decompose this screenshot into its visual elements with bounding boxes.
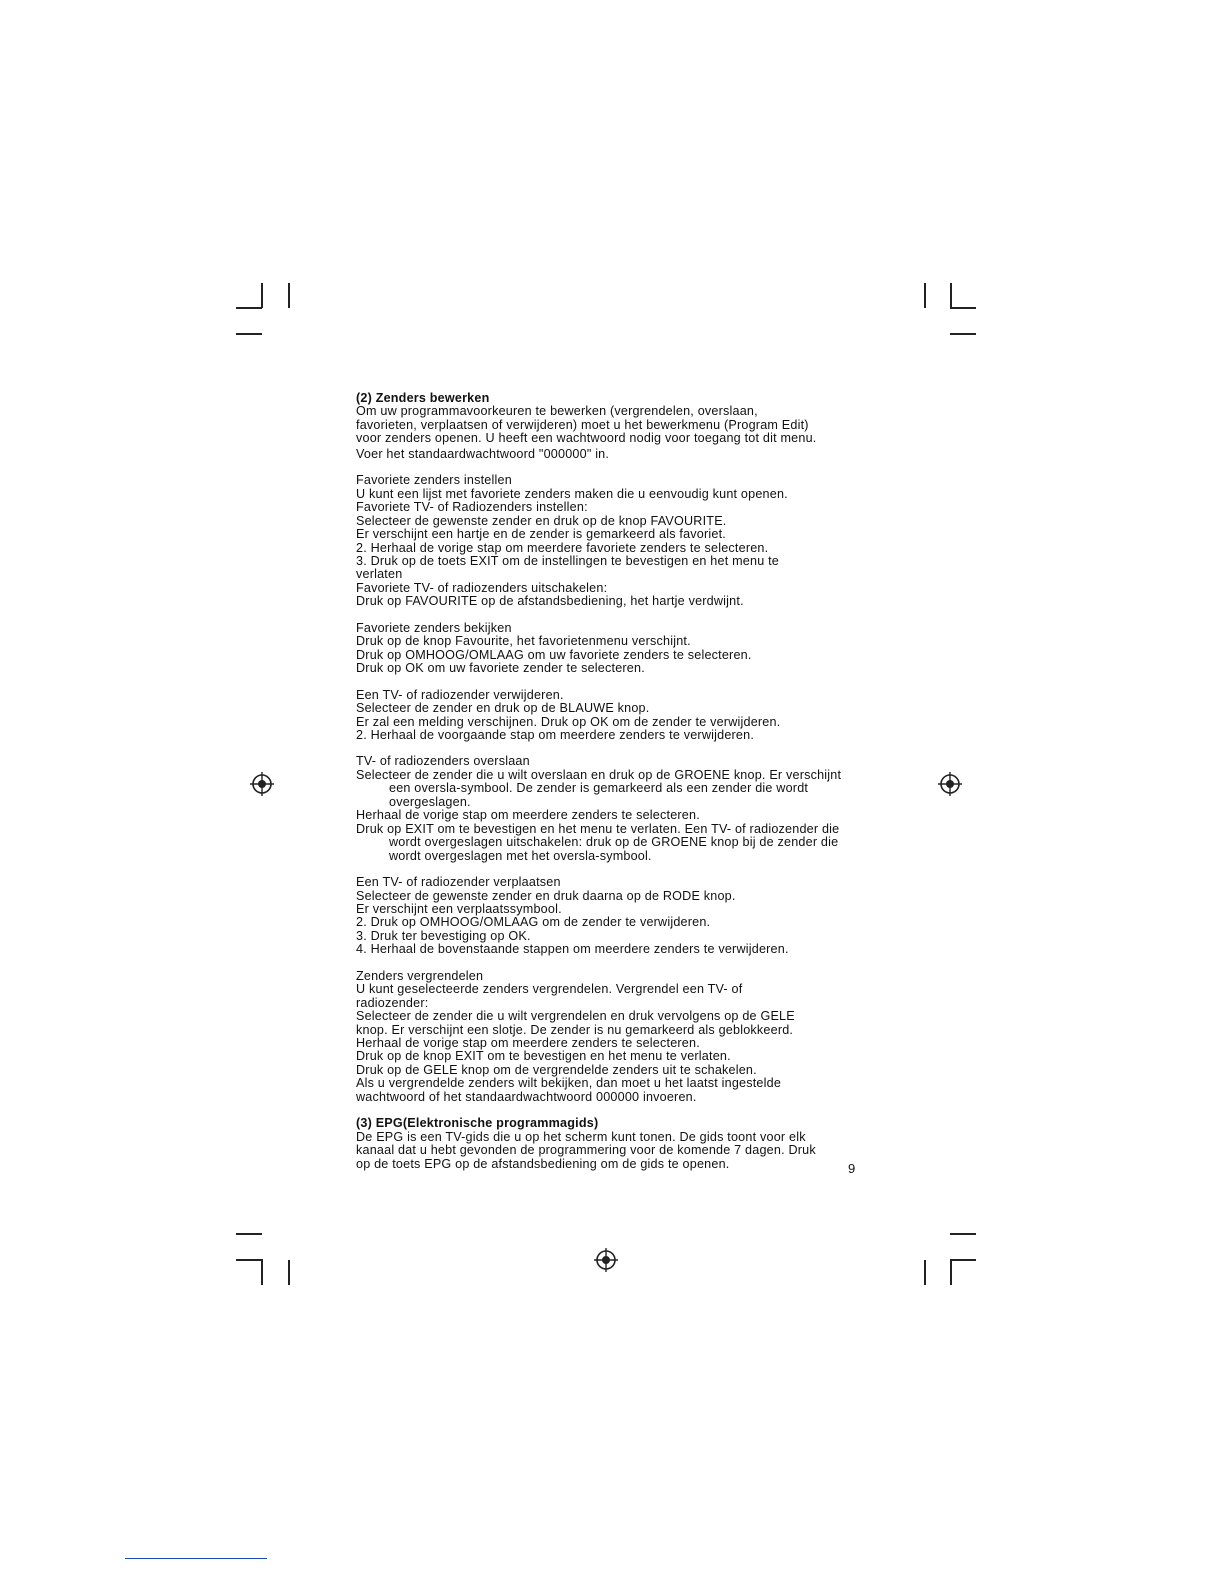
section-favourites-view <box>356 622 861 676</box>
crop-mark <box>236 333 262 335</box>
list-item: Selecteer de zender die u wilt overslaan en druk op de GROENE knop. Er verschijnt een oversla-symbool. De zender is gemarkeerd als een zender die wordt overgeslagen. <box>356 767 842 809</box>
text-line: 4. Herhaal de bovenstaande stappen om meerdere zenders te verwijderen. <box>356 942 789 957</box>
crop-mark <box>236 1259 262 1261</box>
text-line: 3. Druk ter bevestiging op OK. <box>356 928 531 943</box>
text-line: Druk op OK om uw favoriete zender te selecteren. <box>356 661 645 676</box>
crop-mark <box>236 1233 262 1235</box>
text-line: U kunt geselecteerde zenders vergrendelen. Vergrendel een TV- of <box>356 982 743 997</box>
section-title: Een TV- of radiozender verplaatsen <box>356 875 561 890</box>
text-line: Druk op de knop EXIT om te bevestigen en het menu te verlaten. <box>356 1049 731 1064</box>
manual-text <box>356 392 861 1171</box>
section-title <box>356 1117 861 1130</box>
registration-mark-icon <box>593 1247 619 1273</box>
crop-mark <box>261 283 263 308</box>
section-title-prefix: (3) EPG <box>356 1116 403 1131</box>
text-line: verlaten <box>356 567 403 582</box>
text-line: op de toets EPG op de afstandsbediening om de gids te openen. <box>356 1156 730 1171</box>
text-line: Druk op de knop Favourite, het favorietenmenu verschijnt. <box>356 634 691 649</box>
section-title: Een TV- of radiozender verwijderen. <box>356 687 564 702</box>
crop-mark <box>288 1260 290 1285</box>
section-title: TV- of radiozenders overslaan <box>356 754 530 769</box>
text-line: knop. Er verschijnt een slotje. De zender is nu gemarkeerd als geblokkeerd. <box>356 1022 794 1037</box>
crop-mark <box>950 333 976 335</box>
list-item: Druk op EXIT om te bevestigen en het menu te verlaten. Een TV- of radiozender die wordt overgeslagen uitschakelen: druk op de GROENE knop bij de zender die wordt overgeslagen met het oversla-symbool. <box>356 821 840 863</box>
section-epg <box>356 1117 861 1171</box>
crop-mark <box>950 1259 952 1285</box>
crop-mark <box>924 1260 926 1285</box>
crop-mark <box>288 283 290 308</box>
text-line: 3. Druk op de toets EXIT om de instellingen te bevestigen en het menu te <box>356 553 780 568</box>
text-line: Favoriete TV- of Radiozenders instellen: <box>356 500 588 515</box>
text-line: kanaal dat u hebt gevonden de programmering voor de komende 7 dagen. Druk <box>356 1143 816 1158</box>
section-lock <box>356 970 861 1105</box>
crop-mark <box>236 307 262 309</box>
section-title: Zenders vergrendelen <box>356 968 484 983</box>
text-line: Selecteer de gewenste zender en druk daarna op de RODE knop. <box>356 888 736 903</box>
text-line: Druk op OMHOOG/OMLAAG om uw favoriete zenders te selecteren. <box>356 647 752 662</box>
text-line: Voer het standaardwachtwoord "000000" in. <box>356 446 610 461</box>
section-title: Favoriete zenders bekijken <box>356 620 512 635</box>
text-line: Favoriete TV- of radiozenders uitschakelen: <box>356 580 608 595</box>
text-line: Om uw programmavoorkeuren te bewerken (vergrendelen, overslaan, <box>356 404 758 419</box>
text-line: Er zal een melding verschijnen. Druk op OK om de zender te verwijderen. <box>356 714 781 729</box>
section-program-edit <box>356 392 861 461</box>
section-title: Favoriete zenders instellen <box>356 473 512 488</box>
crop-mark <box>950 1233 976 1235</box>
registration-mark-icon <box>249 771 275 797</box>
text-line: Als u vergrendelde zenders wilt bekijken, dan moet u het laatst ingestelde <box>356 1076 782 1091</box>
registration-mark-icon <box>937 771 963 797</box>
text-line: favorieten, verplaatsen of verwijderen) moet u het bewerkmenu (Program Edit) <box>356 417 809 432</box>
section-title-suffix: (Elektronische programmagids) <box>402 1116 599 1131</box>
text-line: Selecteer de zender die u wilt vergrendelen en druk vervolgens op de GELE <box>356 1009 795 1024</box>
section-title: (2) Zenders bewerken <box>356 391 490 405</box>
section-move <box>356 876 861 957</box>
crop-mark <box>950 283 952 308</box>
section-skip <box>356 755 861 863</box>
text-line: Druk op FAVOURITE op de afstandsbediening, het hartje verdwijnt. <box>356 594 744 609</box>
text-line: Herhaal de vorige stap om meerdere zenders te selecteren. <box>356 1036 700 1051</box>
text-line: 2. Herhaal de voorgaande stap om meerdere zenders te verwijderen. <box>356 727 755 742</box>
crop-mark <box>950 307 976 309</box>
text-line: voor zenders openen. U heeft een wachtwoord nodig voor toegang tot dit menu. <box>356 431 817 446</box>
text-line: Selecteer de gewenste zender en druk op de knop FAVOURITE. <box>356 513 727 528</box>
crop-mark <box>261 1259 263 1285</box>
text-line: Er verschijnt een verplaatssymbool. <box>356 901 562 916</box>
text-line: wachtwoord of het standaardwachtwoord 000000 invoeren. <box>356 1089 697 1104</box>
page-number: 9 <box>848 1161 856 1176</box>
list-item: Herhaal de vorige stap om meerdere zenders te selecteren. <box>356 808 700 823</box>
footer-link-underline <box>125 1558 267 1559</box>
text-line: Er verschijnt een hartje en de zender is gemarkeerd als favoriet. <box>356 527 727 542</box>
text-line: De EPG is een TV-gids die u op het scherm kunt tonen. De gids toont voor elk <box>356 1129 806 1144</box>
text-line: Druk op de GELE knop om de vergrendelde zenders uit te schakelen. <box>356 1062 757 1077</box>
section-delete <box>356 689 861 743</box>
section-favourites-set <box>356 474 861 609</box>
text-line: Selecteer de zender en druk op de BLAUWE knop. <box>356 701 650 716</box>
text-line: U kunt een lijst met favoriete zenders maken die u eenvoudig kunt openen. <box>356 486 788 501</box>
text-line: 2. Druk op OMHOOG/OMLAAG om de zender te verwijderen. <box>356 915 711 930</box>
crop-mark <box>924 283 926 308</box>
text-line: radiozender: <box>356 995 429 1010</box>
crop-mark <box>950 1259 976 1261</box>
text-line: 2. Herhaal de vorige stap om meerdere favoriete zenders te selecteren. <box>356 540 769 555</box>
